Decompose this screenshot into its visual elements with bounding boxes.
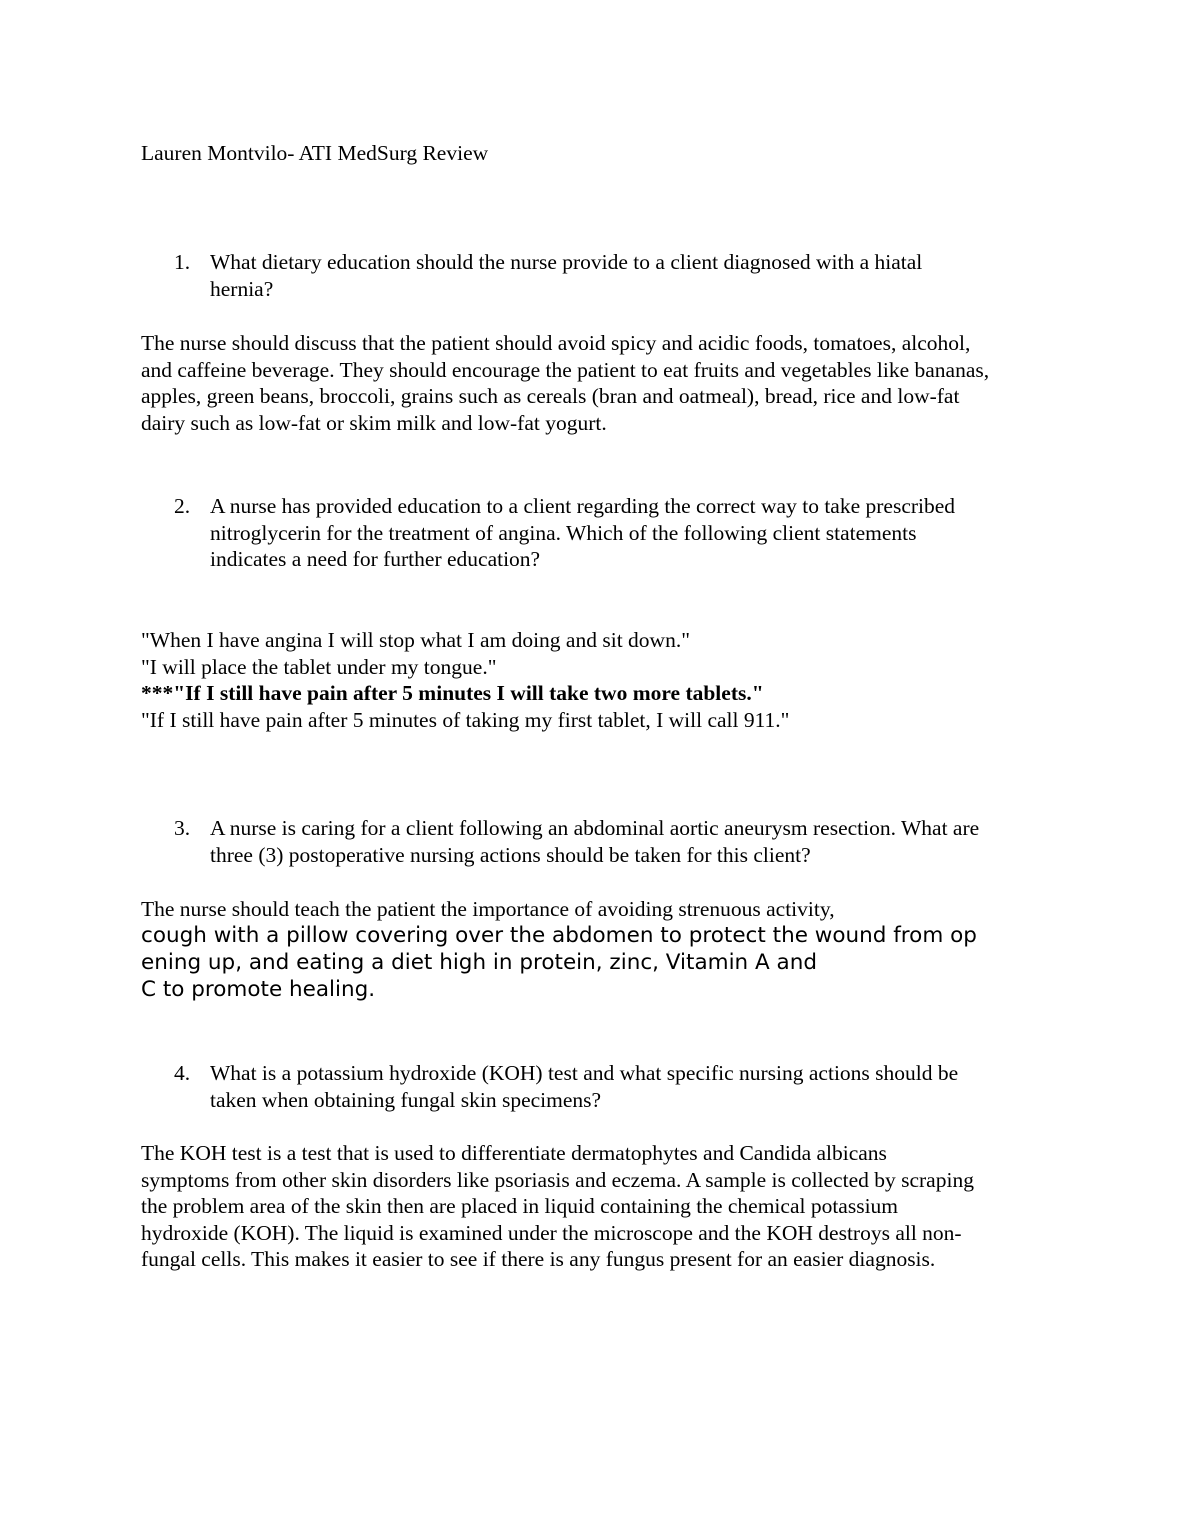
- question-line: A nurse has provided education to a client regarding the correct way to take prescribed: [210, 494, 956, 518]
- option-statement: "When I have angina I will stop what I am doing and sit down.": [141, 628, 690, 652]
- question-line: What is a potassium hydroxide (KOH) test and what specific nursing actions should be: [210, 1061, 959, 1085]
- question-2: [174, 493, 1034, 573]
- question-line: taken when obtaining fungal skin specimens?: [210, 1087, 602, 1112]
- answer-2-options: [141, 627, 1061, 733]
- question-number: 4.: [174, 1061, 191, 1085]
- option-statement: "If I still have pain after 5 minutes of taking my first tablet, I will call 911.": [141, 707, 790, 732]
- question-1: [174, 249, 1034, 302]
- question-line: indicates a need for further education?: [210, 547, 541, 571]
- question-number: 2.: [174, 494, 191, 518]
- question-line: What dietary education should the nurse provide to a client diagnosed with a hiatal: [210, 250, 923, 274]
- question-line: A nurse is caring for a client following an abdominal aortic aneurysm resection. What are: [210, 816, 980, 840]
- answer-line: The nurse should discuss that the patient should avoid spicy and acidic foods, tomatoes, alcohol,: [141, 331, 971, 355]
- question-text: [210, 249, 1034, 302]
- answer-line: apples, green beans, broccoli, grains such as cereals (bran and oatmeal), bread, rice and low-fat: [141, 384, 960, 408]
- question-line: nitroglycerin for the treatment of angina. Which of the following client statements: [210, 520, 917, 545]
- answer-1: [141, 330, 1061, 436]
- answer-line: ening up, and eating a diet high in protein, zinc, Vitamin A and: [141, 950, 817, 975]
- answer-line: The KOH test is a test that is used to differentiate dermatophytes and Candida albicans: [141, 1141, 887, 1165]
- question-3: [174, 815, 1034, 868]
- answer-3-intro: The nurse should teach the patient the importance of avoiding strenuous activity,: [141, 897, 835, 921]
- answer-line: hydroxide (KOH). The liquid is examined under the microscope and the KOH destroys all non-: [141, 1220, 962, 1245]
- question-line: three (3) postoperative nursing actions should be taken for this client?: [210, 842, 811, 867]
- question-4: [174, 1060, 1034, 1113]
- answer-line: fungal cells. This makes it easier to see if there is any fungus present for an easier diagnosis.: [141, 1247, 936, 1271]
- correct-option-statement: ***"If I still have pain after 5 minutes I will take two more tablets.": [141, 681, 764, 705]
- answer-line: C to promote healing.: [141, 977, 376, 1002]
- question-text: [210, 1060, 1034, 1113]
- answer-line: dairy such as low-fat or skim milk and low-fat yogurt.: [141, 410, 607, 435]
- question-text: [210, 493, 1034, 573]
- answer-3-continuation: [141, 922, 1061, 1003]
- question-number: 1.: [174, 250, 191, 274]
- document-title: Lauren Montvilo- ATI MedSurg Review: [141, 141, 489, 165]
- answer-line: cough with a pillow covering over the abdomen to protect the wound from op: [141, 923, 977, 948]
- question-text: [210, 815, 1034, 868]
- option-statement: "I will place the tablet under my tongue.": [141, 654, 497, 679]
- answer-line: symptoms from other skin disorders like psoriasis and eczema. A sample is collected by scraping: [141, 1167, 974, 1192]
- question-number: 3.: [174, 816, 191, 840]
- answer-line: the problem area of the skin then are placed in liquid containing the chemical potassium: [141, 1194, 899, 1218]
- answer-4: [141, 1140, 1061, 1273]
- answer-line: and caffeine beverage. They should encourage the patient to eat fruits and vegetables like bananas,: [141, 357, 990, 382]
- question-line: hernia?: [210, 276, 274, 301]
